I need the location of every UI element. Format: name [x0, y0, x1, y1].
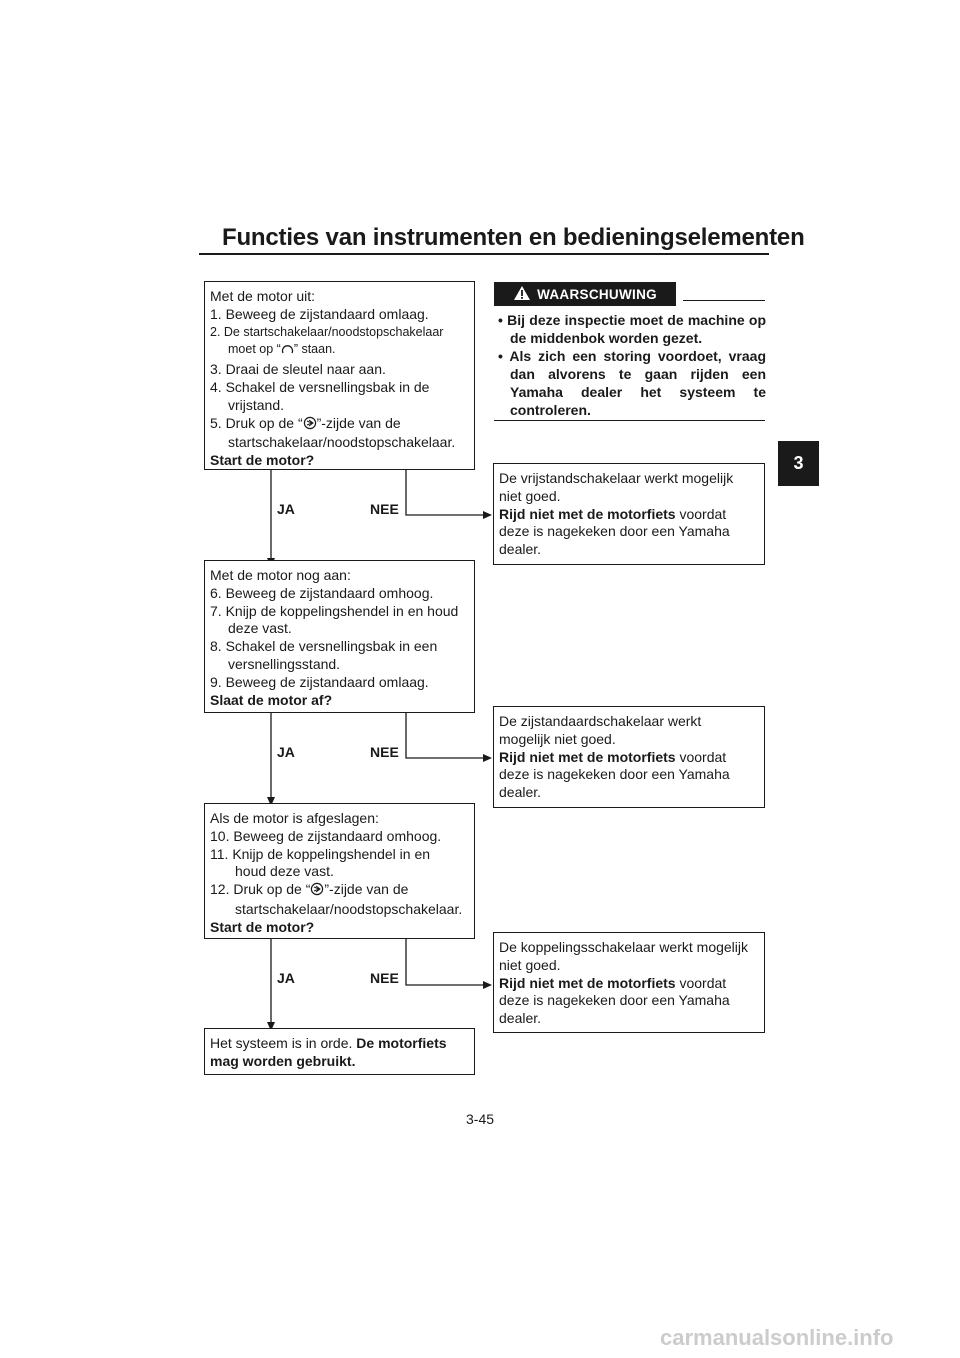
step-line: 7. Knijp de koppelingshendel in en houd	[210, 602, 459, 619]
result-line: niet goed.	[499, 956, 561, 973]
step-box-1	[204, 281, 475, 470]
step-line: vrijstand.	[228, 396, 285, 413]
result-line: mogelijk niet goed.	[499, 730, 616, 747]
start-switch-icon	[310, 882, 324, 901]
result-text: Het systeem is in orde.	[210, 1035, 353, 1051]
arrow-head-right-1	[483, 511, 492, 519]
result-line: dealer.	[499, 784, 542, 801]
result-text: voordat	[679, 505, 727, 522]
warning-item-text: Bij deze inspectie moet de machine op de middenbok worden gezet.	[507, 312, 767, 346]
step-line: 4. Schakel de versnellingsbak in de	[210, 378, 430, 395]
step-line	[210, 341, 469, 361]
result-line: deze is nagekeken door een Yamaha	[499, 766, 730, 783]
step-box-2	[204, 560, 475, 713]
arrow-head-right-3	[483, 981, 492, 989]
step-line	[210, 1035, 469, 1053]
warning-bottom-rule	[494, 420, 765, 421]
result-bold: Rijd niet met de motorfiets	[499, 974, 676, 991]
result-line: niet goed.	[499, 487, 561, 504]
page-number: 3-45	[466, 1111, 495, 1127]
warning-top-rule	[683, 300, 765, 301]
yes-label: JA	[277, 744, 295, 760]
watermark: carmanualsonline.info	[660, 1325, 894, 1350]
step-line: 3. Draai de sleutel naar aan.	[210, 361, 386, 378]
result-line: De koppelingsschakelaar werkt mogelijk	[499, 939, 749, 955]
no-connector-1	[406, 469, 484, 515]
result-line: dealer.	[499, 1010, 542, 1027]
chapter-tab: 3	[778, 441, 819, 486]
result-line: De vrijstandschakelaar werkt mogelijk	[499, 470, 734, 486]
step-line: 9. Beweeg de zijstandaard omlaag.	[210, 673, 429, 690]
result-line: deze is nagekeken door een Yamaha	[499, 992, 730, 1009]
step-line: houd deze vast.	[235, 863, 334, 880]
warning-body	[494, 311, 766, 419]
step-text: moet op “	[228, 342, 281, 357]
no-connector-3	[406, 938, 484, 985]
result-line: dealer.	[499, 541, 542, 558]
step-line: Met de motor nog aan:	[210, 567, 351, 583]
step-line: 11. Knijp de koppelingshendel in en	[210, 845, 431, 862]
warning-banner	[494, 282, 676, 306]
step-line: startschakelaar/noodstopschakelaar.	[235, 900, 463, 917]
start-switch-icon	[303, 416, 317, 435]
warning-item: • Bij deze inspectie moet de machine op de middenbok worden gezet.	[498, 312, 767, 346]
step-text: ”-zijde van de	[316, 414, 401, 431]
decision-question: Slaat de motor af?	[210, 691, 333, 708]
result-bold: De motorfiets	[356, 1035, 447, 1051]
step-text: 12. Druk op de “	[210, 881, 311, 898]
step-line: Met de motor uit:	[210, 288, 316, 304]
step-text: ” staan.	[293, 342, 336, 357]
step-line	[210, 415, 469, 435]
step-line: versnellingsstand.	[228, 655, 341, 672]
step-line: 1. Beweeg de zijstandaard omlaag.	[210, 305, 429, 322]
result-bold: Rijd niet met de motorfiets	[499, 748, 676, 765]
result-box-2	[493, 706, 765, 808]
warning-item-text: Als zich een storing voordoet, vraag dan alvorens te gaan rijden een Yamaha dealer het systeem te controleren.	[509, 348, 766, 418]
no-label: NEE	[370, 744, 399, 760]
step-line: 10. Beweeg de zijstandaard omhoog.	[210, 827, 442, 844]
result-bold: mag worden gebruikt.	[210, 1052, 356, 1069]
step-box-3	[204, 803, 475, 939]
warning-item: • Als zich een storing voordoet, vraag dan alvorens te gaan rijden een Yamaha dealer het systeem te controleren.	[498, 348, 766, 418]
result-text: voordat	[679, 748, 727, 765]
no-connector-2	[406, 712, 484, 758]
step-line	[210, 881, 469, 901]
warning-triangle-icon	[513, 285, 537, 304]
no-label: NEE	[370, 501, 399, 517]
result-line: De zijstandaardschakelaar werkt	[499, 713, 702, 729]
page-title: Functies van instrumenten en bedieningselementen	[222, 224, 805, 251]
decision-question: Start de motor?	[210, 452, 315, 469]
warning-label: WAARSCHUWING	[537, 286, 657, 302]
step-text: 5. Druk op de “	[210, 414, 303, 431]
yes-label: JA	[277, 501, 295, 517]
result-box-3	[493, 932, 765, 1033]
result-box-1	[493, 463, 765, 565]
yes-label: JA	[277, 970, 295, 986]
step-line: 2. De startschakelaar/noodstopschakelaar	[210, 324, 444, 339]
arrow-head-right-2	[483, 754, 492, 762]
step-line: 8. Schakel de versnellingsbak in een	[210, 638, 438, 655]
step-line: deze vast.	[228, 620, 292, 637]
result-bold: Rijd niet met de motorfiets	[499, 505, 676, 522]
step-line: 6. Beweeg de zijstandaard omhoog.	[210, 584, 434, 601]
result-line: deze is nagekeken door een Yamaha	[499, 523, 730, 540]
no-label: NEE	[370, 970, 399, 986]
engine-stop-off-icon	[281, 342, 294, 361]
step-line: Als de motor is afgeslagen:	[210, 810, 379, 826]
step-text: ”-zijde van de	[324, 881, 409, 898]
decision-question: Start de motor?	[210, 918, 315, 935]
step-box-4	[204, 1028, 475, 1075]
step-line: startschakelaar/noodstopschakelaar.	[228, 434, 456, 451]
result-text: voordat	[679, 974, 727, 991]
